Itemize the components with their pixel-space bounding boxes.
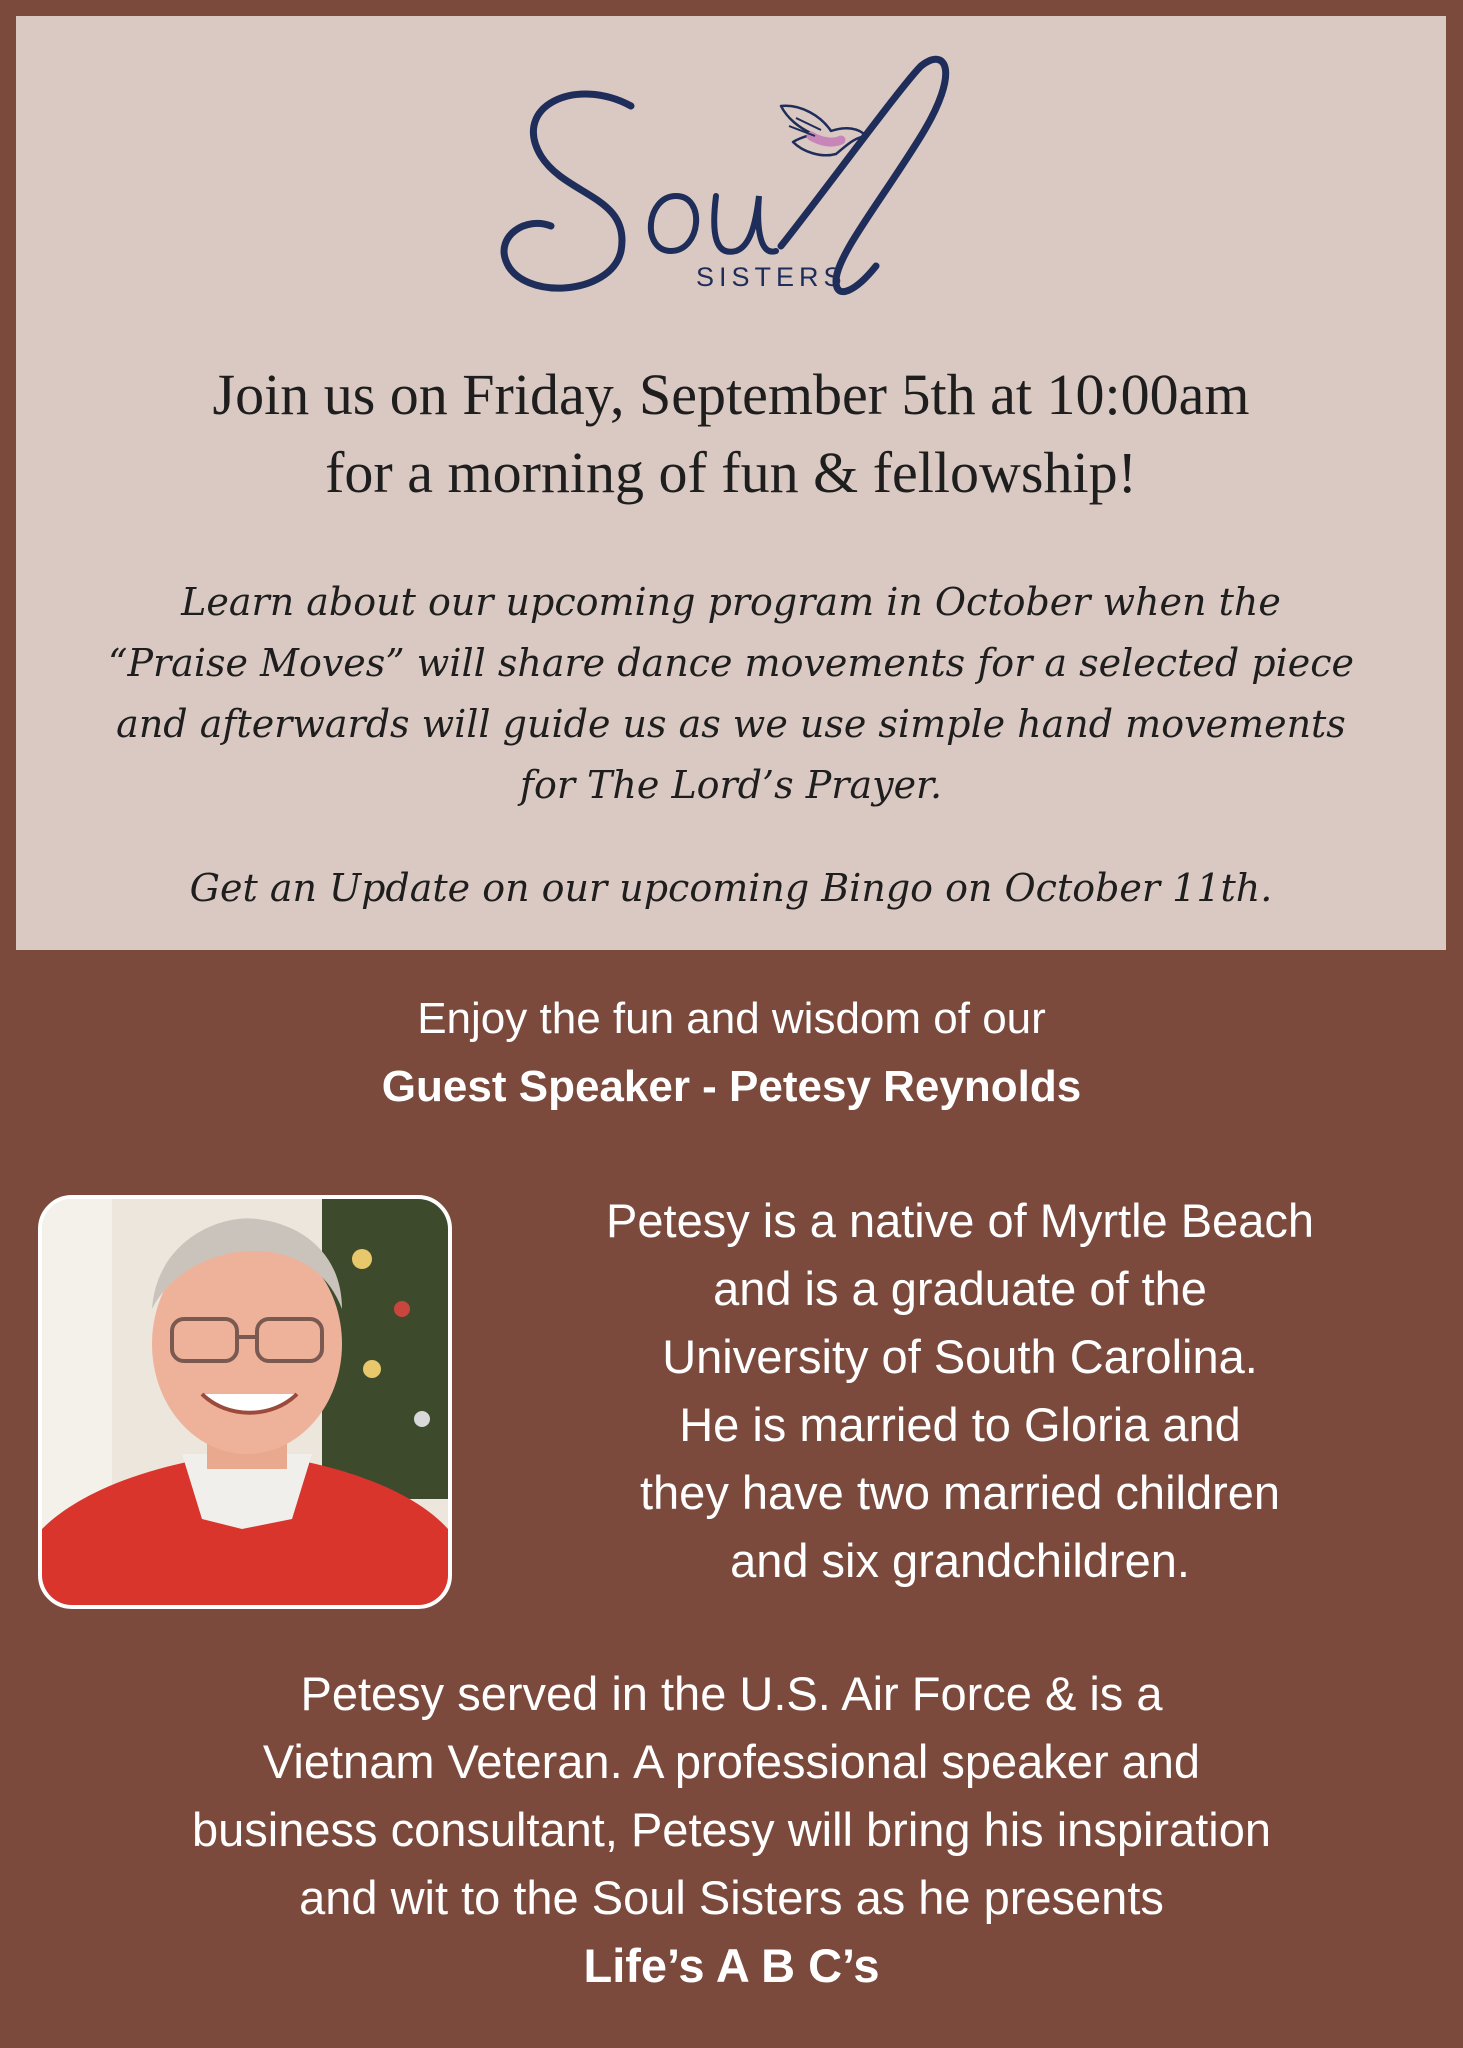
event-headline <box>16 356 1446 512</box>
intro-line: “Praise Moves” will share dance movements for a selected piece <box>108 641 1354 685</box>
speaker-service <box>0 1660 1463 1932</box>
speaker-bio <box>540 1187 1380 1595</box>
bio-line: Petesy is a native of Myrtle Beach <box>606 1194 1314 1247</box>
bio-line: University of South Carolina. <box>662 1330 1258 1383</box>
intro-line: Learn about our upcoming program in October when the <box>181 580 1281 624</box>
bio-line: they have two married children <box>639 1466 1281 1519</box>
headline-line-2: for a morning of fun & fellowship! <box>325 440 1137 505</box>
service-line: business consultant, Petesy will bring his inspiration <box>192 1803 1271 1856</box>
headline-line-1: Join us on Friday, September 5th at 10:00am <box>212 362 1250 427</box>
speaker-photo <box>38 1195 452 1609</box>
logo-graphic <box>481 46 1001 316</box>
service-line: and wit to the Soul Sisters as he presents <box>299 1871 1164 1924</box>
program-title: Life’s A B C’s <box>583 1939 880 1992</box>
intro-line: and afterwards will guide us as we use simple hand movements <box>116 702 1346 746</box>
bio-line: and six grandchildren. <box>730 1534 1190 1587</box>
enjoy-line: Enjoy the fun and wisdom of our <box>417 994 1046 1043</box>
event-info-panel <box>16 16 1446 950</box>
service-line: Vietnam Veteran. A professional speaker and <box>262 1735 1201 1788</box>
bingo-update: Get an Update on our upcoming Bingo on October 11th. <box>189 866 1273 910</box>
bio-line: and is a graduate of the <box>713 1262 1207 1315</box>
bio-line: He is married to Gloria and <box>679 1398 1241 1451</box>
speaker-portrait <box>42 1199 448 1605</box>
intro-line: for The Lord’s Prayer. <box>519 763 943 807</box>
logo-subtitle: SISTERS <box>696 262 847 292</box>
service-line: Petesy served in the U.S. Air Force & is a <box>300 1667 1163 1720</box>
guest-speaker-title: Guest Speaker - Petesy Reynolds <box>381 1062 1082 1111</box>
soul-sisters-logo <box>481 46 1001 316</box>
program-intro <box>16 572 1446 816</box>
